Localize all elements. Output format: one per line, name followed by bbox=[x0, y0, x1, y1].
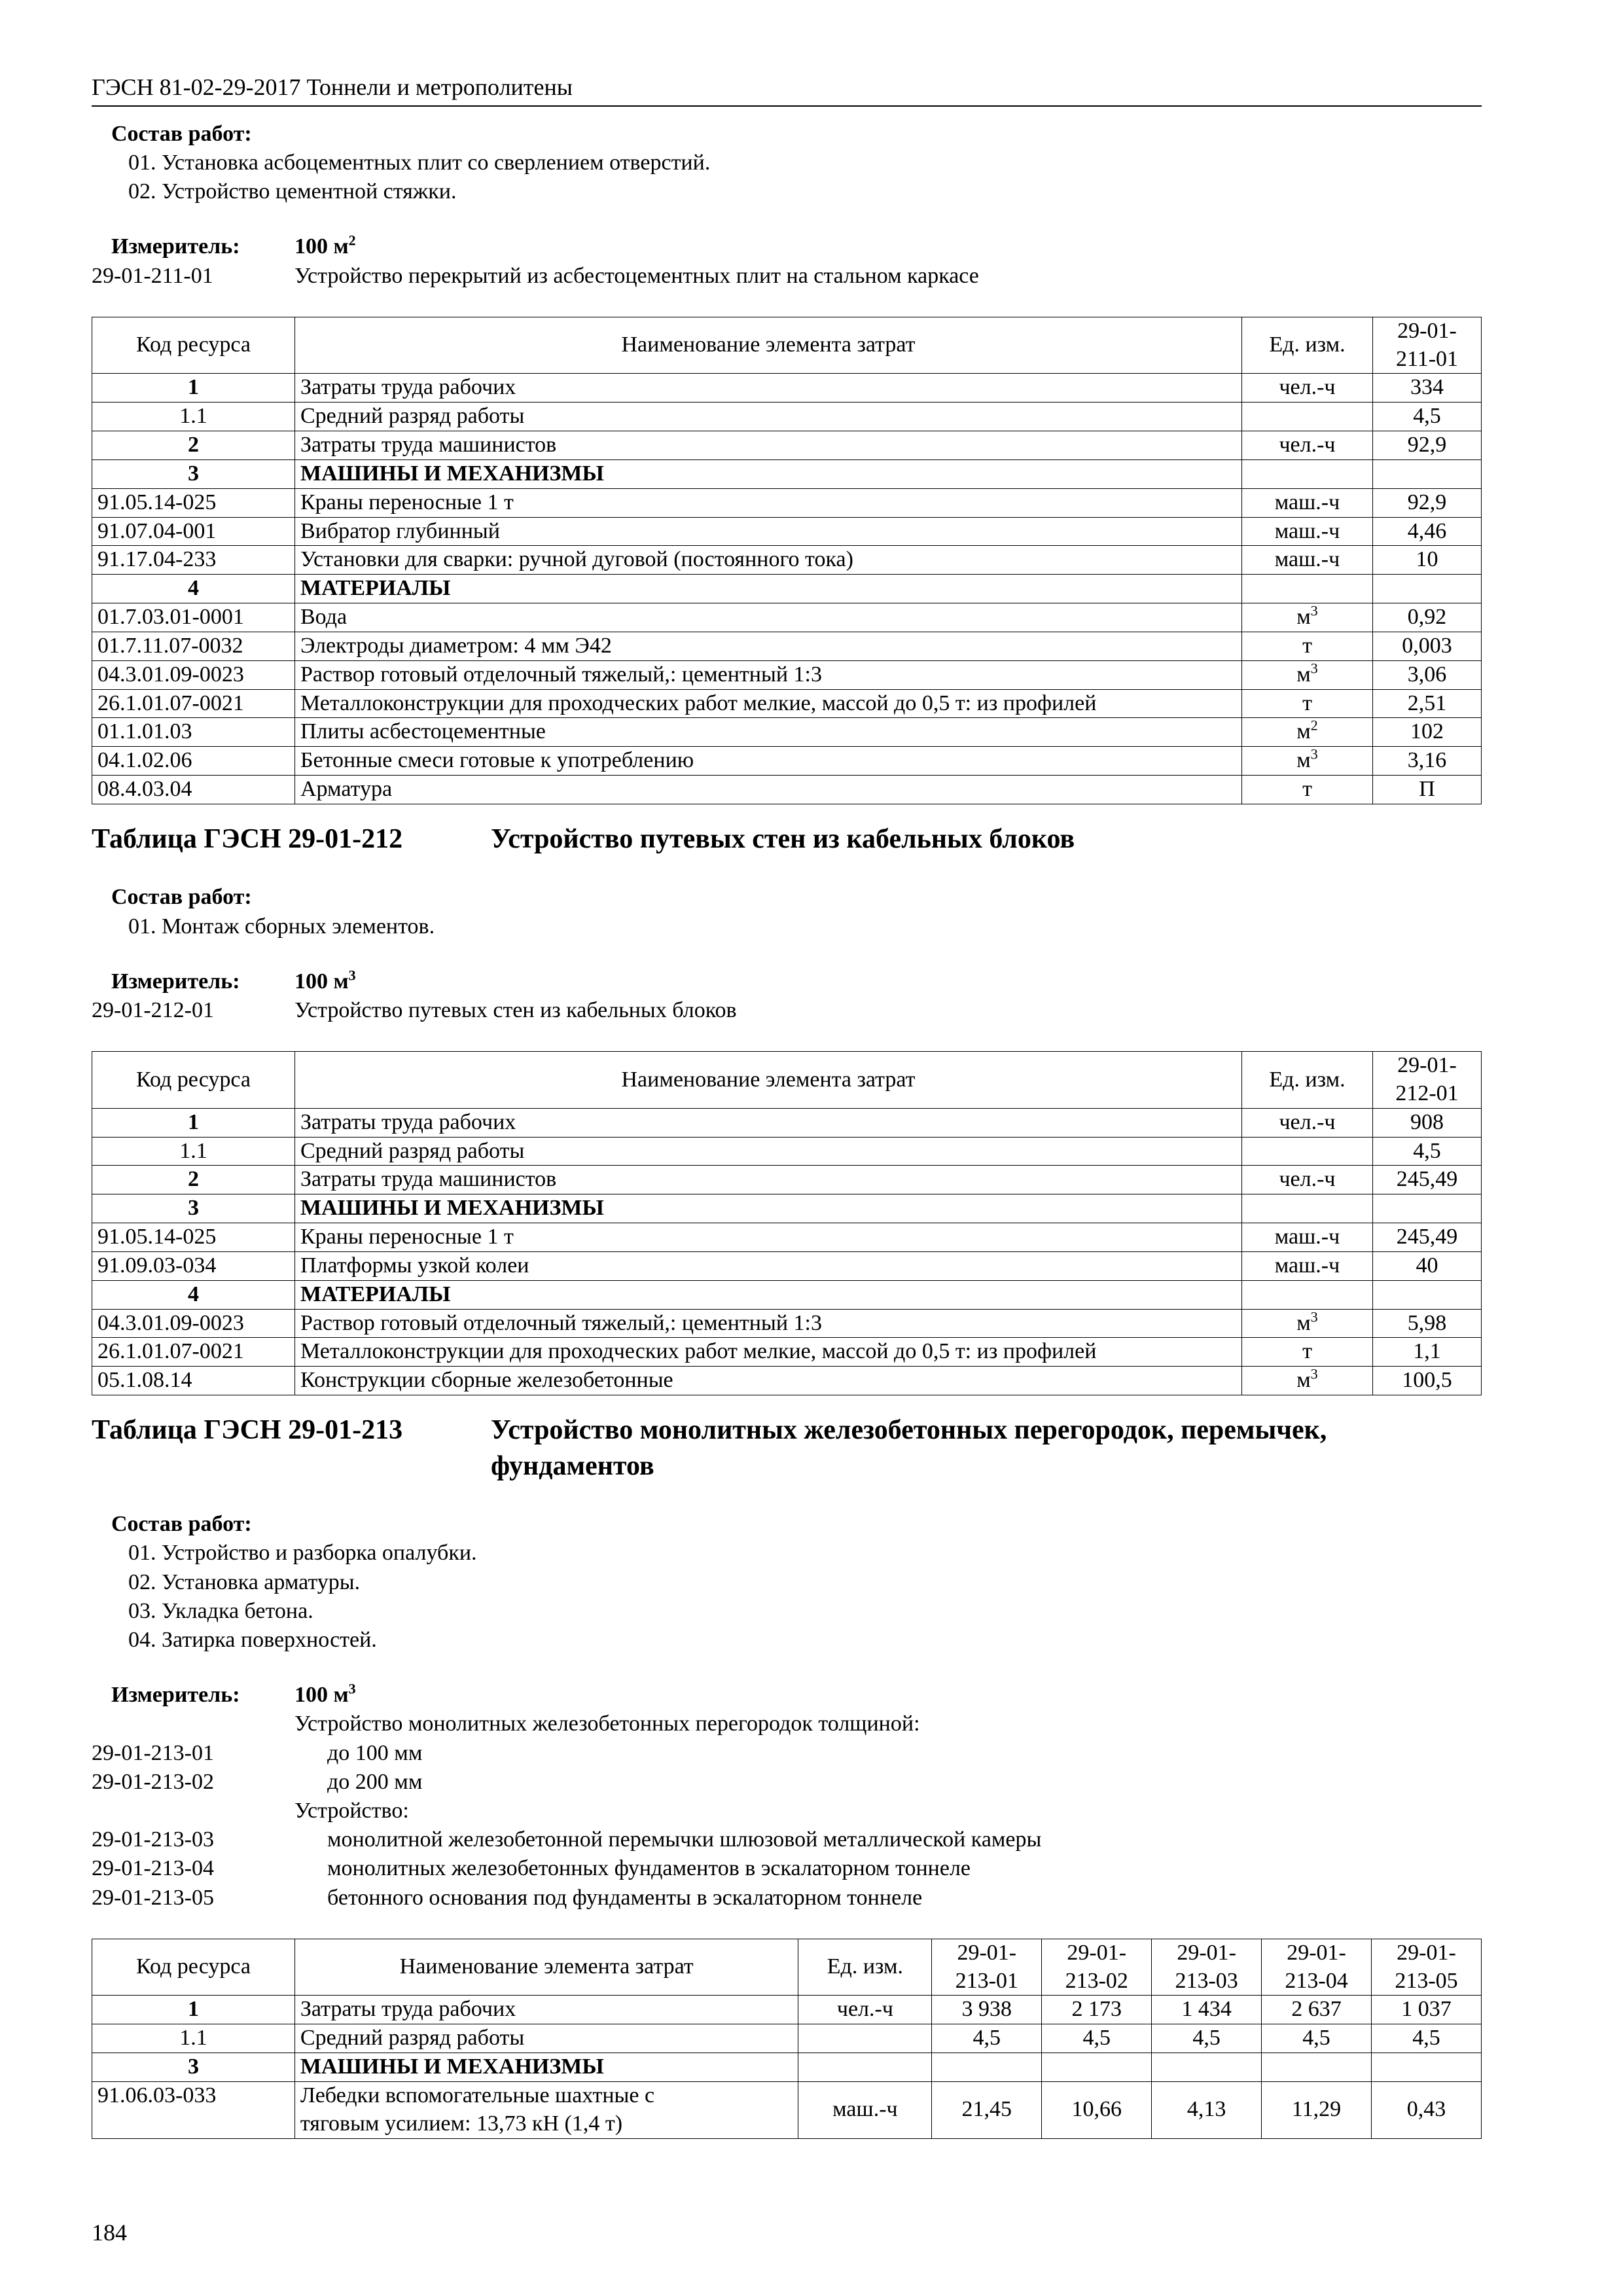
row-name: Затраты труда рабочих bbox=[295, 1108, 1242, 1137]
row-code: 1 bbox=[92, 1108, 295, 1137]
section-name: МАТЕРИАЛЫ bbox=[295, 575, 1242, 603]
row-unit bbox=[798, 2024, 932, 2053]
col-code-header: Код ресурса bbox=[92, 1052, 295, 1109]
row-value: 245,49 bbox=[1373, 1166, 1482, 1194]
row-unit: $м^3$ bbox=[1242, 1309, 1373, 1338]
row-code: 91.05.14-025 bbox=[92, 1223, 295, 1252]
row-value: 3,06 bbox=[1373, 660, 1482, 689]
row-value: 4,5 bbox=[1372, 2024, 1482, 2053]
table-header bbox=[92, 1939, 1482, 1996]
table-row bbox=[92, 1137, 1482, 1166]
running-head: ГЭСН 81-02-29-2017 Тоннели и метрополитены bbox=[92, 72, 1482, 107]
row-unit: $м^3$ bbox=[1242, 660, 1373, 689]
work-item: 04. Затирка поверхностей. bbox=[128, 1628, 377, 1653]
row-code: 1.1 bbox=[92, 403, 295, 431]
row-value: 92,9 bbox=[1373, 488, 1482, 517]
work-item: 02. Установка арматуры. bbox=[128, 1570, 361, 1594]
row-code: 1 bbox=[92, 1996, 295, 2024]
table-row bbox=[92, 660, 1482, 689]
measure-row bbox=[92, 967, 1482, 996]
section-name: МАШИНЫ И МЕХАНИЗМЫ bbox=[295, 1194, 1242, 1223]
row-unit: маш.-ч bbox=[1242, 488, 1373, 517]
table-row bbox=[92, 2024, 1482, 2053]
row-value: 908 bbox=[1373, 1108, 1482, 1137]
work-item: 01. Установка асбоцементных плит со сверлением отверстий. bbox=[128, 150, 711, 175]
table-heading-213 bbox=[92, 1412, 1482, 1484]
table-row bbox=[92, 2081, 1482, 2138]
row-code: 1.1 bbox=[92, 2024, 295, 2053]
measure-row bbox=[92, 232, 1482, 261]
row-code: 01.7.11.07-0032 bbox=[92, 632, 295, 660]
col-name-header: Наименование элемента затрат bbox=[294, 1939, 798, 1996]
row-unit: $м^2$ bbox=[1242, 718, 1373, 747]
row-name: Установки для сварки: ручной дуговой (постоянного тока) bbox=[295, 546, 1242, 575]
col-value-header: 29-01-213-03 bbox=[1152, 1939, 1262, 1996]
row-value: 334 bbox=[1373, 374, 1482, 403]
row-name: Средний разряд работы bbox=[294, 2024, 798, 2053]
row-name: Средний разряд работы bbox=[295, 403, 1242, 431]
row-unit: маш.-ч bbox=[1242, 1251, 1373, 1280]
row-value: 1 037 bbox=[1372, 1996, 1482, 2024]
row-value: 40 bbox=[1373, 1251, 1482, 1280]
norm-code: 29-01-213-05 bbox=[92, 1885, 214, 1910]
row-value: 10 bbox=[1373, 546, 1482, 575]
norm-name: до 200 мм bbox=[327, 1769, 423, 1794]
col-value-header: 29-01-213-02 bbox=[1042, 1939, 1152, 1996]
norm-row bbox=[92, 1825, 1482, 1854]
row-value: 2,51 bbox=[1373, 689, 1482, 718]
row-value: 2 173 bbox=[1042, 1996, 1152, 2024]
section-row bbox=[92, 1280, 1482, 1309]
row-unit: чел.-ч bbox=[1242, 1166, 1373, 1194]
section-code: 4 bbox=[92, 1280, 295, 1309]
row-name: Средний разряд работы bbox=[295, 1137, 1242, 1166]
row-value: 4,5 bbox=[1042, 2024, 1152, 2053]
norm-name: Устройство путевых стен из кабельных блоков bbox=[294, 997, 737, 1022]
row-unit: $м^3$ bbox=[1242, 603, 1373, 632]
row-value: П bbox=[1373, 775, 1482, 804]
norm-row bbox=[92, 1854, 1482, 1883]
row-unit: т bbox=[1242, 689, 1373, 718]
col-name-header: Наименование элемента затрат bbox=[295, 1052, 1242, 1109]
norm-intro: Устройство: bbox=[294, 1798, 409, 1823]
table-row bbox=[92, 488, 1482, 517]
table-row bbox=[92, 1338, 1482, 1367]
row-value: 5,98 bbox=[1373, 1309, 1482, 1338]
row-code: 04.3.01.09-0023 bbox=[92, 1309, 295, 1338]
norm-code: 29-01-212-01 bbox=[92, 997, 214, 1022]
row-value: 21,45 bbox=[932, 2081, 1042, 2138]
table-row bbox=[92, 1996, 1482, 2024]
table-row bbox=[92, 747, 1482, 776]
resource-table-211 bbox=[92, 317, 1482, 804]
work-list bbox=[92, 1539, 1482, 1655]
section-code: 3 bbox=[92, 1194, 295, 1223]
section-row bbox=[92, 1194, 1482, 1223]
row-code: 04.3.01.09-0023 bbox=[92, 660, 295, 689]
table-row bbox=[92, 1367, 1482, 1395]
norm-name: до 100 мм bbox=[327, 1740, 423, 1765]
col-value-header: 29-01-211-01 bbox=[1373, 317, 1482, 374]
row-unit: чел.-ч bbox=[1242, 1108, 1373, 1137]
row-code: 1.1 bbox=[92, 1137, 295, 1166]
col-value-header: 29-01-213-05 bbox=[1372, 1939, 1482, 1996]
row-unit bbox=[1242, 403, 1373, 431]
resource-table-212 bbox=[92, 1051, 1482, 1395]
row-value: 11,29 bbox=[1262, 2081, 1372, 2138]
norm-code: 29-01-213-04 bbox=[92, 1856, 214, 1881]
row-name: Арматура bbox=[295, 775, 1242, 804]
measure-label: Измеритель: bbox=[111, 234, 240, 259]
row-value: 3,16 bbox=[1373, 747, 1482, 776]
work-composition-title: Состав работ: bbox=[111, 1512, 252, 1537]
measure-row bbox=[92, 1681, 1482, 1710]
col-unit-header: Ед. изм. bbox=[1242, 1052, 1373, 1109]
row-name: Плиты асбестоцементные bbox=[295, 718, 1242, 747]
row-name: Краны переносные 1 т bbox=[295, 488, 1242, 517]
row-code: 04.1.02.06 bbox=[92, 747, 295, 776]
row-value: 4,5 bbox=[1373, 403, 1482, 431]
section-name: МАШИНЫ И МЕХАНИЗМЫ bbox=[294, 2053, 798, 2082]
row-code: 2 bbox=[92, 431, 295, 460]
row-name: Затраты труда машинистов bbox=[295, 431, 1242, 460]
row-unit: чел.-ч bbox=[798, 1996, 932, 2024]
work-item: 03. Укладка бетона. bbox=[128, 1598, 313, 1623]
row-unit: т bbox=[1242, 1338, 1373, 1367]
row-value: 102 bbox=[1373, 718, 1482, 747]
col-code-header: Код ресурса bbox=[92, 1939, 295, 1996]
table-row bbox=[92, 1309, 1482, 1338]
row-value: 0,43 bbox=[1372, 2081, 1482, 2138]
table-header bbox=[92, 1052, 1482, 1109]
norm-code: 29-01-213-03 bbox=[92, 1827, 214, 1852]
row-value: 0,003 bbox=[1373, 632, 1482, 660]
row-value: 10,66 bbox=[1042, 2081, 1152, 2138]
row-name: Бетонные смеси готовые к употреблению bbox=[295, 747, 1242, 776]
work-composition-title: Состав работ: bbox=[111, 885, 252, 910]
norm-row bbox=[92, 1884, 1482, 1912]
row-value: 4,5 bbox=[1262, 2024, 1372, 2053]
norm-row bbox=[92, 1768, 1482, 1797]
section-row bbox=[92, 2053, 1482, 2082]
section-row bbox=[92, 459, 1482, 488]
table-title: Устройство монолитных железобетонных перегородок, перемычек, фундаментов bbox=[491, 1415, 1327, 1481]
work-list bbox=[92, 912, 1482, 941]
row-value: 4,46 bbox=[1373, 517, 1482, 546]
row-code: 1 bbox=[92, 374, 295, 403]
row-code: 91.05.14-025 bbox=[92, 488, 295, 517]
col-name-header: Наименование элемента затрат bbox=[295, 317, 1242, 374]
table-heading-212 bbox=[92, 821, 1482, 857]
row-unit: маш.-ч bbox=[798, 2081, 932, 2138]
norm-code: 29-01-213-02 bbox=[92, 1769, 214, 1794]
row-code: 26.1.01.07-0021 bbox=[92, 689, 295, 718]
row-code: 05.1.08.14 bbox=[92, 1367, 295, 1395]
row-name: Платформы узкой колеи bbox=[295, 1251, 1242, 1280]
measure-label: Измеритель: bbox=[111, 969, 240, 994]
page-number: 184 bbox=[92, 2219, 127, 2246]
table-row bbox=[92, 1108, 1482, 1137]
document-page bbox=[92, 72, 1482, 2139]
table-row bbox=[92, 403, 1482, 431]
measure-label: Измеритель: bbox=[111, 1683, 240, 1708]
row-value: 3 938 bbox=[932, 1996, 1042, 2024]
norm-name: Устройство перекрытий из асбестоцементных плит на стальном каркасе bbox=[294, 263, 979, 288]
row-name: Электроды диаметром: 4 мм Э42 bbox=[295, 632, 1242, 660]
col-unit-header: Ед. изм. bbox=[1242, 317, 1373, 374]
row-name: Раствор готовый отделочный тяжелый,: цементный 1:3 bbox=[295, 1309, 1242, 1338]
row-unit: чел.-ч bbox=[1242, 431, 1373, 460]
row-name: Металлоконструкции для проходческих работ мелкие, массой до 0,5 т: из профилей bbox=[295, 689, 1242, 718]
table-row bbox=[92, 1251, 1482, 1280]
row-unit bbox=[1242, 1137, 1373, 1166]
norm-name: монолитной железобетонной перемычки шлюзовой металлической камеры bbox=[327, 1827, 1042, 1852]
row-unit: т bbox=[1242, 775, 1373, 804]
row-value: 92,9 bbox=[1373, 431, 1482, 460]
table-row bbox=[92, 1223, 1482, 1252]
row-code: 91.07.04-001 bbox=[92, 517, 295, 546]
col-unit-header: Ед. изм. bbox=[798, 1939, 932, 1996]
table-row bbox=[92, 546, 1482, 575]
col-code-header: Код ресурса bbox=[92, 317, 295, 374]
section-code: 3 bbox=[92, 459, 295, 488]
row-name: Затраты труда машинистов bbox=[295, 1166, 1242, 1194]
table-row bbox=[92, 603, 1482, 632]
table-row bbox=[92, 1166, 1482, 1194]
table-row bbox=[92, 632, 1482, 660]
row-name: Раствор готовый отделочный тяжелый,: цементный 1:3 bbox=[295, 660, 1242, 689]
row-value: 1,1 bbox=[1373, 1338, 1482, 1367]
row-value: 100,5 bbox=[1373, 1367, 1482, 1395]
section-code: 4 bbox=[92, 575, 295, 603]
norm-row bbox=[92, 1739, 1482, 1768]
row-value: 245,49 bbox=[1373, 1223, 1482, 1252]
row-code: 91.17.04-233 bbox=[92, 546, 295, 575]
col-value-header: 29-01-213-04 bbox=[1262, 1939, 1372, 1996]
row-code: 26.1.01.07-0021 bbox=[92, 1338, 295, 1367]
norm-code: 29-01-213-01 bbox=[92, 1740, 214, 1765]
row-code: 01.7.03.01-0001 bbox=[92, 603, 295, 632]
row-code: 01.1.01.03 bbox=[92, 718, 295, 747]
row-name: Затраты труда рабочих bbox=[295, 374, 1242, 403]
row-code: 08.4.03.04 bbox=[92, 775, 295, 804]
norm-row bbox=[92, 262, 1482, 291]
section-name: МАШИНЫ И МЕХАНИЗМЫ bbox=[295, 459, 1242, 488]
row-name: Краны переносные 1 т bbox=[295, 1223, 1242, 1252]
row-unit: $м^3$ bbox=[1242, 747, 1373, 776]
row-name: Лебедки вспомогательные шахтные с тяговым усилием: 13,73 кН (1,4 т) bbox=[294, 2081, 798, 2138]
row-name: Вода bbox=[295, 603, 1242, 632]
measure-value: 100 $м^3$ bbox=[294, 967, 356, 994]
col-value-header: 29-01-213-01 bbox=[932, 1939, 1042, 1996]
row-unit: $м^3$ bbox=[1242, 1367, 1373, 1395]
table-row bbox=[92, 689, 1482, 718]
measure-value: 100 $м^3$ bbox=[294, 1680, 356, 1708]
section-name: МАТЕРИАЛЫ bbox=[295, 1280, 1242, 1309]
table-header bbox=[92, 317, 1482, 374]
table-row bbox=[92, 718, 1482, 747]
row-code: 2 bbox=[92, 1166, 295, 1194]
row-code: 91.09.03-034 bbox=[92, 1251, 295, 1280]
norm-intro: Устройство монолитных железобетонных перегородок толщиной: bbox=[294, 1712, 920, 1736]
row-name: Конструкции сборные железобетонные bbox=[295, 1367, 1242, 1395]
row-value: 4,5 bbox=[932, 2024, 1042, 2053]
norm-name: монолитных железобетонных фундаментов в эскалаторном тоннеле bbox=[327, 1856, 971, 1881]
row-value: 0,92 bbox=[1373, 603, 1482, 632]
norm-row bbox=[92, 996, 1482, 1025]
table-row bbox=[92, 431, 1482, 460]
work-item: 02. Устройство цементной стяжки. bbox=[128, 179, 457, 204]
work-item: 01. Устройство и разборка опалубки. bbox=[128, 1541, 477, 1566]
work-item: 01. Монтаж сборных элементов. bbox=[128, 914, 435, 939]
table-number: Таблица ГЭСН 29-01-212 bbox=[92, 823, 403, 854]
row-value: 2 637 bbox=[1262, 1996, 1372, 2024]
work-composition-title: Состав работ: bbox=[111, 121, 252, 146]
row-unit: маш.-ч bbox=[1242, 1223, 1373, 1252]
row-unit: чел.-ч bbox=[1242, 374, 1373, 403]
row-value: 4,5 bbox=[1152, 2024, 1262, 2053]
row-name: Вибратор глубинный bbox=[295, 517, 1242, 546]
measure-value: 100 $м^2$ bbox=[294, 232, 356, 259]
row-unit: маш.-ч bbox=[1242, 517, 1373, 546]
row-name: Затраты труда рабочих bbox=[294, 1996, 798, 2024]
col-value-header: 29-01-212-01 bbox=[1373, 1052, 1482, 1109]
row-code: 91.06.03-033 bbox=[92, 2081, 295, 2138]
row-value: 4,5 bbox=[1373, 1137, 1482, 1166]
section-code: 3 bbox=[92, 2053, 295, 2082]
row-name: Металлоконструкции для проходческих работ мелкие, массой до 0,5 т: из профилей bbox=[295, 1338, 1242, 1367]
resource-table-213 bbox=[92, 1939, 1482, 2139]
table-row bbox=[92, 775, 1482, 804]
row-unit: т bbox=[1242, 632, 1373, 660]
norm-name: бетонного основания под фундаменты в эскалаторном тоннеле bbox=[327, 1885, 923, 1910]
row-value: 1 434 bbox=[1152, 1996, 1262, 2024]
norm-code: 29-01-211-01 bbox=[92, 263, 213, 288]
work-list bbox=[92, 149, 1482, 206]
table-number: Таблица ГЭСН 29-01-213 bbox=[92, 1415, 403, 1446]
section-row bbox=[92, 575, 1482, 603]
row-unit: маш.-ч bbox=[1242, 546, 1373, 575]
table-row bbox=[92, 374, 1482, 403]
row-value: 4,13 bbox=[1152, 2081, 1262, 2138]
table-title: Устройство путевых стен из кабельных блоков bbox=[491, 823, 1075, 854]
table-row bbox=[92, 517, 1482, 546]
